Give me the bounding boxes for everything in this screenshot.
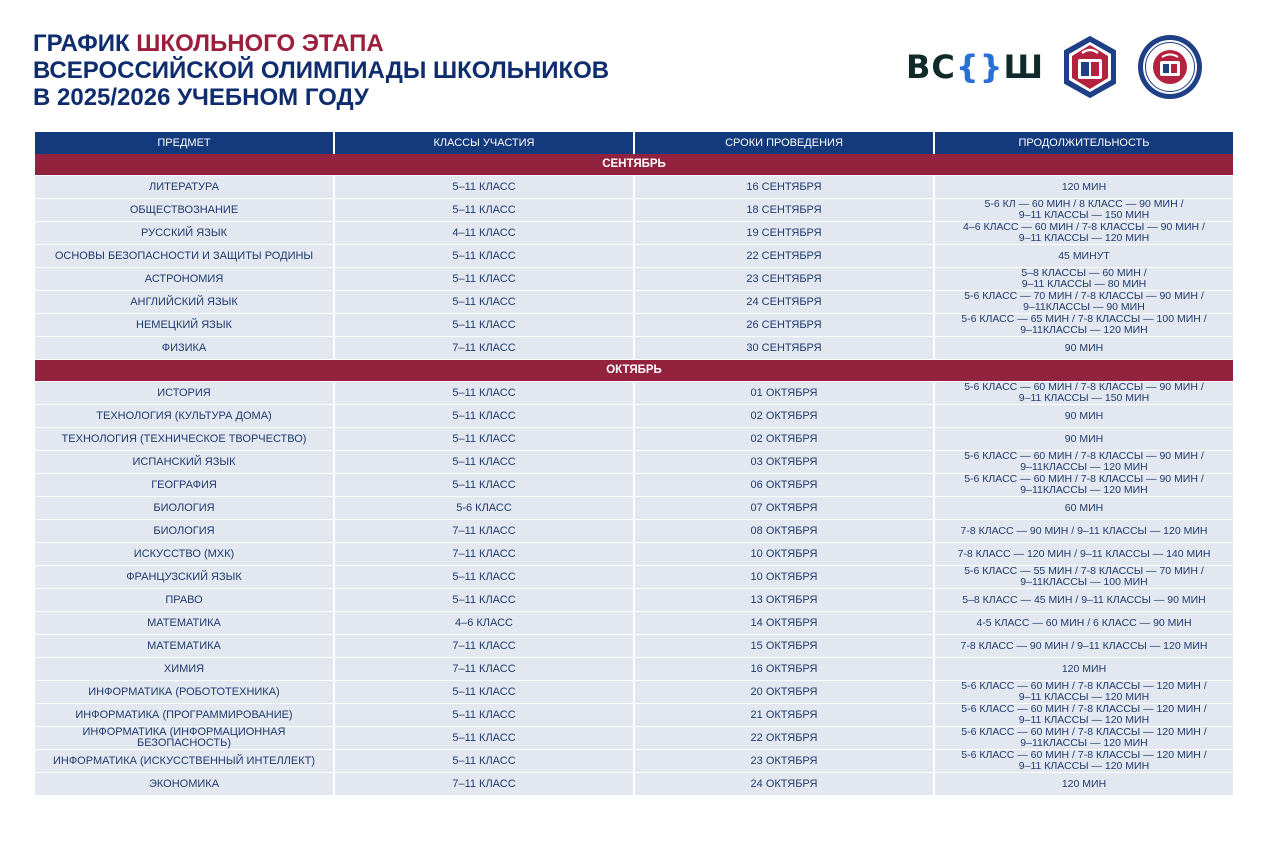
subject-cell: ИНФОРМАТИКА (ИСКУССТВЕННЫЙ ИНТЕЛЛЕКТ) xyxy=(35,750,333,773)
subject-cell: ОБЩЕСТВОЗНАНИЕ xyxy=(35,199,333,222)
duration-line: 60 МИН xyxy=(1064,501,1104,514)
table-row xyxy=(35,543,1233,566)
date-cell: 15 ОКТЯБРЯ xyxy=(635,635,933,658)
subject-cell: АНГЛИЙСКИЙ ЯЗЫК xyxy=(35,291,333,314)
duration-line: 5–8 КЛАСС — 45 МИН / 9–11 КЛАССЫ — 90 МИН xyxy=(962,593,1206,606)
date-cell: 13 ОКТЯБРЯ xyxy=(635,589,933,612)
date-cell: 01 ОКТЯБРЯ xyxy=(635,382,933,405)
subject-cell: МАТЕМАТИКА xyxy=(35,635,333,658)
duration-cell xyxy=(935,773,1233,796)
column-header-dates: СРОКИ ПРОВЕДЕНИЯ xyxy=(635,132,933,154)
duration-line: 5-6 КЛАСС — 55 МИН / 7-8 КЛАССЫ — 70 МИН / xyxy=(964,565,1204,577)
table-row xyxy=(35,405,1233,428)
duration-cell xyxy=(935,245,1233,268)
subject-cell: БИОЛОГИЯ xyxy=(35,497,333,520)
table-row xyxy=(35,658,1233,681)
date-cell: 26 СЕНТЯБРЯ xyxy=(635,314,933,337)
duration-line: 7-8 КЛАСС — 120 МИН / 9–11 КЛАССЫ — 140 МИН xyxy=(957,547,1211,560)
grades-cell: 5–11 КЛАСС xyxy=(335,474,633,497)
grades-cell: 7–11 КЛАСС xyxy=(335,543,633,566)
table-row xyxy=(35,681,1233,704)
duration-line: 9–11 КЛАССЫ — 120 МИН xyxy=(1018,714,1150,726)
column-header-duration: ПРОДОЛЖИТЕЛЬНОСТЬ xyxy=(935,132,1233,154)
grades-cell: 4–11 КЛАСС xyxy=(335,222,633,245)
duration-line: 5-6 КЛАСС — 60 МИН / 7-8 КЛАССЫ — 90 МИН / xyxy=(964,450,1204,462)
grades-cell: 5–11 КЛАСС xyxy=(335,589,633,612)
subject-cell: ИНФОРМАТИКА (РОБОТОТЕХНИКА) xyxy=(35,681,333,704)
table-row xyxy=(35,474,1233,497)
duration-line: 5-6 КЛАСС — 60 МИН / 7-8 КЛАССЫ — 120 МИН / xyxy=(961,680,1207,692)
table-row xyxy=(35,750,1233,773)
table-row xyxy=(35,222,1233,245)
table-body xyxy=(35,154,1233,796)
duration-line: 5-6 КЛАСС — 60 МИН / 7-8 КЛАССЫ — 90 МИН / xyxy=(964,381,1204,393)
date-cell: 07 ОКТЯБРЯ xyxy=(635,497,933,520)
duration-cell xyxy=(935,727,1233,750)
grades-cell: 5–11 КЛАСС xyxy=(335,382,633,405)
grades-cell: 5–11 КЛАСС xyxy=(335,314,633,337)
date-cell: 02 ОКТЯБРЯ xyxy=(635,428,933,451)
duration-cell xyxy=(935,428,1233,451)
grades-cell: 5–11 КЛАСС xyxy=(335,405,633,428)
title-line3: В 2025/2026 УЧЕБНОМ ГОДУ xyxy=(33,84,369,111)
grades-cell: 4–6 КЛАСС xyxy=(335,612,633,635)
page-title xyxy=(33,30,609,111)
date-cell: 20 ОКТЯБРЯ xyxy=(635,681,933,704)
olympiad-hexagon-emblem-icon xyxy=(1062,35,1118,99)
date-cell: 22 ОКТЯБРЯ xyxy=(635,727,933,750)
grades-cell: 5–11 КЛАСС xyxy=(335,704,633,727)
duration-line: 90 МИН xyxy=(1064,341,1104,354)
grades-cell: 7–11 КЛАСС xyxy=(335,773,633,796)
duration-cell xyxy=(935,268,1233,291)
duration-cell xyxy=(935,382,1233,405)
date-cell: 23 СЕНТЯБРЯ xyxy=(635,268,933,291)
grades-cell: 5-6 КЛАСС xyxy=(335,497,633,520)
vsosh-braces: {} xyxy=(955,48,1004,86)
date-cell: 16 ОКТЯБРЯ xyxy=(635,658,933,681)
subject-cell: ПРАВО xyxy=(35,589,333,612)
duration-line: 9–11КЛАССЫ — 90 МИН xyxy=(1023,301,1145,313)
duration-cell xyxy=(935,612,1233,635)
table-row xyxy=(35,176,1233,199)
subject-cell: ЭКОНОМИКА xyxy=(35,773,333,796)
table-row xyxy=(35,520,1233,543)
grades-cell: 5–11 КЛАСС xyxy=(335,428,633,451)
table-header-row xyxy=(35,132,1233,154)
duration-line: 90 МИН xyxy=(1064,409,1104,422)
duration-line: 4–6 КЛАСС — 60 МИН / 7-8 КЛАССЫ — 90 МИН / xyxy=(963,221,1205,233)
duration-cell xyxy=(935,589,1233,612)
date-cell: 03 ОКТЯБРЯ xyxy=(635,451,933,474)
title-line1: ГРАФИК ШКОЛЬНОГО ЭТАПА xyxy=(33,30,384,57)
subject-cell: ФИЗИКА xyxy=(35,337,333,360)
column-header-subject: ПРЕДМЕТ xyxy=(35,132,333,154)
duration-cell xyxy=(935,405,1233,428)
duration-cell xyxy=(935,474,1233,497)
subject-cell: ТЕХНОЛОГИЯ (ТЕХНИЧЕСКОЕ ТВОРЧЕСТВО) xyxy=(35,428,333,451)
date-cell: 19 СЕНТЯБРЯ xyxy=(635,222,933,245)
duration-cell xyxy=(935,566,1233,589)
schedule-table xyxy=(33,132,1235,796)
subject-cell: БИОЛОГИЯ xyxy=(35,520,333,543)
grades-cell: 7–11 КЛАСС xyxy=(335,635,633,658)
duration-cell xyxy=(935,199,1233,222)
subject-cell: ОСНОВЫ БЕЗОПАСНОСТИ И ЗАЩИТЫ РОДИНЫ xyxy=(35,245,333,268)
grades-cell: 5–11 КЛАСС xyxy=(335,291,633,314)
date-cell: 10 ОКТЯБРЯ xyxy=(635,543,933,566)
duration-cell xyxy=(935,176,1233,199)
date-cell: 18 СЕНТЯБРЯ xyxy=(635,199,933,222)
duration-cell xyxy=(935,750,1233,773)
subject-cell: ТЕХНОЛОГИЯ (КУЛЬТУРА ДОМА) xyxy=(35,405,333,428)
duration-line: 9–11 КЛАССЫ — 150 МИН xyxy=(1018,209,1150,221)
month-section-row xyxy=(35,360,1233,382)
table-row xyxy=(35,451,1233,474)
duration-cell xyxy=(935,337,1233,360)
duration-line: 9–11 КЛАССЫ — 120 МИН xyxy=(1018,760,1150,772)
duration-cell xyxy=(935,635,1233,658)
date-cell: 21 ОКТЯБРЯ xyxy=(635,704,933,727)
grades-cell: 5–11 КЛАСС xyxy=(335,199,633,222)
subject-cell: НЕМЕЦКИЙ ЯЗЫК xyxy=(35,314,333,337)
duration-line: 9–11 КЛАССЫ — 120 МИН xyxy=(1018,691,1150,703)
duration-line: 9–11КЛАССЫ — 120 МИН xyxy=(1020,461,1148,473)
table-row xyxy=(35,314,1233,337)
duration-line: 120 МИН xyxy=(1061,180,1107,193)
vsosh-logo: ВС{}Ш xyxy=(906,48,1044,86)
grades-cell: 5–11 КЛАСС xyxy=(335,451,633,474)
grades-cell: 7–11 КЛАСС xyxy=(335,520,633,543)
grades-cell: 7–11 КЛАСС xyxy=(335,658,633,681)
month-label: СЕНТЯБРЬ xyxy=(35,154,1233,176)
title-highlight: ШКОЛЬНОГО ЭТАПА xyxy=(136,30,384,57)
duration-cell xyxy=(935,291,1233,314)
date-cell: 14 ОКТЯБРЯ xyxy=(635,612,933,635)
subject-cell: ИСПАНСКИЙ ЯЗЫК xyxy=(35,451,333,474)
table-row xyxy=(35,704,1233,727)
duration-line: 5-6 КЛАСС — 60 МИН / 7-8 КЛАССЫ — 120 МИН / xyxy=(961,703,1207,715)
table-row xyxy=(35,382,1233,405)
duration-cell xyxy=(935,704,1233,727)
duration-line: 4-5 КЛАСС — 60 МИН / 6 КЛАСС — 90 МИН xyxy=(976,616,1192,629)
grades-cell: 5–11 КЛАСС xyxy=(335,727,633,750)
table-row xyxy=(35,727,1233,750)
date-cell: 02 ОКТЯБРЯ xyxy=(635,405,933,428)
duration-line: 5-6 КЛАСС — 60 МИН / 7-8 КЛАССЫ — 90 МИН / xyxy=(964,473,1204,485)
table-row xyxy=(35,268,1233,291)
table-row xyxy=(35,291,1233,314)
duration-line: 5-6 КЛ — 60 МИН / 8 КЛАСС — 90 МИН / xyxy=(984,198,1184,210)
duration-line: 120 МИН xyxy=(1061,662,1107,675)
title-line2: ВСЕРОССИЙСКОЙ ОЛИМПИАДЫ ШКОЛЬНИКОВ xyxy=(33,57,610,84)
table-row xyxy=(35,337,1233,360)
duration-line: 9–11КЛАССЫ — 120 МИН xyxy=(1020,737,1148,749)
date-cell: 24 ОКТЯБРЯ xyxy=(635,773,933,796)
duration-line: 45 МИНУТ xyxy=(1058,249,1110,262)
duration-cell xyxy=(935,222,1233,245)
duration-line: 5-6 КЛАСС — 60 МИН / 7-8 КЛАССЫ — 120 МИН / xyxy=(961,749,1207,761)
duration-cell xyxy=(935,314,1233,337)
table-row xyxy=(35,635,1233,658)
table-row xyxy=(35,589,1233,612)
duration-line: 90 МИН xyxy=(1064,432,1104,445)
grades-cell: 5–11 КЛАСС xyxy=(335,566,633,589)
subject-cell: ИНФОРМАТИКА (ИНФОРМАЦИОННАЯ БЕЗОПАСНОСТЬ) xyxy=(35,727,333,750)
date-cell: 16 СЕНТЯБРЯ xyxy=(635,176,933,199)
date-cell: 24 СЕНТЯБРЯ xyxy=(635,291,933,314)
table-row xyxy=(35,497,1233,520)
grades-cell: 5–11 КЛАСС xyxy=(335,176,633,199)
duration-line: 5-6 КЛАСС — 70 МИН / 7-8 КЛАССЫ — 90 МИН / xyxy=(964,290,1204,302)
subject-cell: ИСКУССТВО (МХК) xyxy=(35,543,333,566)
subject-cell: АСТРОНОМИЯ xyxy=(35,268,333,291)
duration-line: 9–11 КЛАССЫ — 120 МИН xyxy=(1018,232,1150,244)
date-cell: 10 ОКТЯБРЯ xyxy=(635,566,933,589)
month-label: ОКТЯБРЬ xyxy=(35,360,1233,382)
duration-line: 9–11КЛАССЫ — 120 МИН xyxy=(1020,484,1148,496)
duration-line: 5-6 КЛАСС — 65 МИН / 7-8 КЛАССЫ — 100 МИН / xyxy=(961,313,1207,325)
grades-cell: 5–11 КЛАСС xyxy=(335,268,633,291)
duration-line: 7-8 КЛАСС — 90 МИН / 9–11 КЛАССЫ — 120 МИН xyxy=(960,524,1208,537)
duration-cell xyxy=(935,543,1233,566)
duration-line: 7-8 КЛАСС — 90 МИН / 9–11 КЛАССЫ — 120 МИН xyxy=(960,639,1208,652)
duration-line: 9–11КЛАССЫ — 100 МИН xyxy=(1020,576,1148,588)
subject-cell: ИСТОРИЯ xyxy=(35,382,333,405)
month-section-row xyxy=(35,154,1233,176)
duration-cell xyxy=(935,681,1233,704)
subject-cell: ФРАНЦУЗСКИЙ ЯЗЫК xyxy=(35,566,333,589)
date-cell: 06 ОКТЯБРЯ xyxy=(635,474,933,497)
duration-cell xyxy=(935,451,1233,474)
duration-line: 5–8 КЛАССЫ — 60 МИН / xyxy=(1021,267,1147,279)
subject-cell: ХИМИЯ xyxy=(35,658,333,681)
duration-line: 120 МИН xyxy=(1061,777,1107,790)
table-row xyxy=(35,245,1233,268)
date-cell: 22 СЕНТЯБРЯ xyxy=(635,245,933,268)
grades-cell: 7–11 КЛАСС xyxy=(335,337,633,360)
subject-cell: МАТЕМАТИКА xyxy=(35,612,333,635)
subject-cell: ГЕОГРАФИЯ xyxy=(35,474,333,497)
subject-cell: РУССКИЙ ЯЗЫК xyxy=(35,222,333,245)
date-cell: 08 ОКТЯБРЯ xyxy=(635,520,933,543)
subject-cell: ЛИТЕРАТУРА xyxy=(35,176,333,199)
grades-cell: 5–11 КЛАСС xyxy=(335,681,633,704)
date-cell: 30 СЕНТЯБРЯ xyxy=(635,337,933,360)
table-row xyxy=(35,566,1233,589)
duration-line: 5-6 КЛАСС — 60 МИН / 7-8 КЛАССЫ — 120 МИН / xyxy=(961,726,1207,738)
grades-cell: 5–11 КЛАСС xyxy=(335,245,633,268)
date-cell: 23 ОКТЯБРЯ xyxy=(635,750,933,773)
table-row xyxy=(35,199,1233,222)
table-row xyxy=(35,773,1233,796)
logo-group xyxy=(906,34,1204,100)
table-row xyxy=(35,612,1233,635)
table-row xyxy=(35,428,1233,451)
duration-line: 9–11 КЛАССЫ — 150 МИН xyxy=(1018,392,1150,404)
duration-cell xyxy=(935,658,1233,681)
column-header-grades: КЛАССЫ УЧАСТИЯ xyxy=(335,132,633,154)
subject-cell: ИНФОРМАТИКА (ПРОГРАММИРОВАНИЕ) xyxy=(35,704,333,727)
duration-cell xyxy=(935,520,1233,543)
ministry-round-seal-icon xyxy=(1136,33,1204,101)
duration-line: 9–11 КЛАССЫ — 80 МИН xyxy=(1021,278,1147,290)
duration-cell xyxy=(935,497,1233,520)
duration-line: 9–11КЛАССЫ — 120 МИН xyxy=(1020,324,1148,336)
grades-cell: 5–11 КЛАСС xyxy=(335,750,633,773)
